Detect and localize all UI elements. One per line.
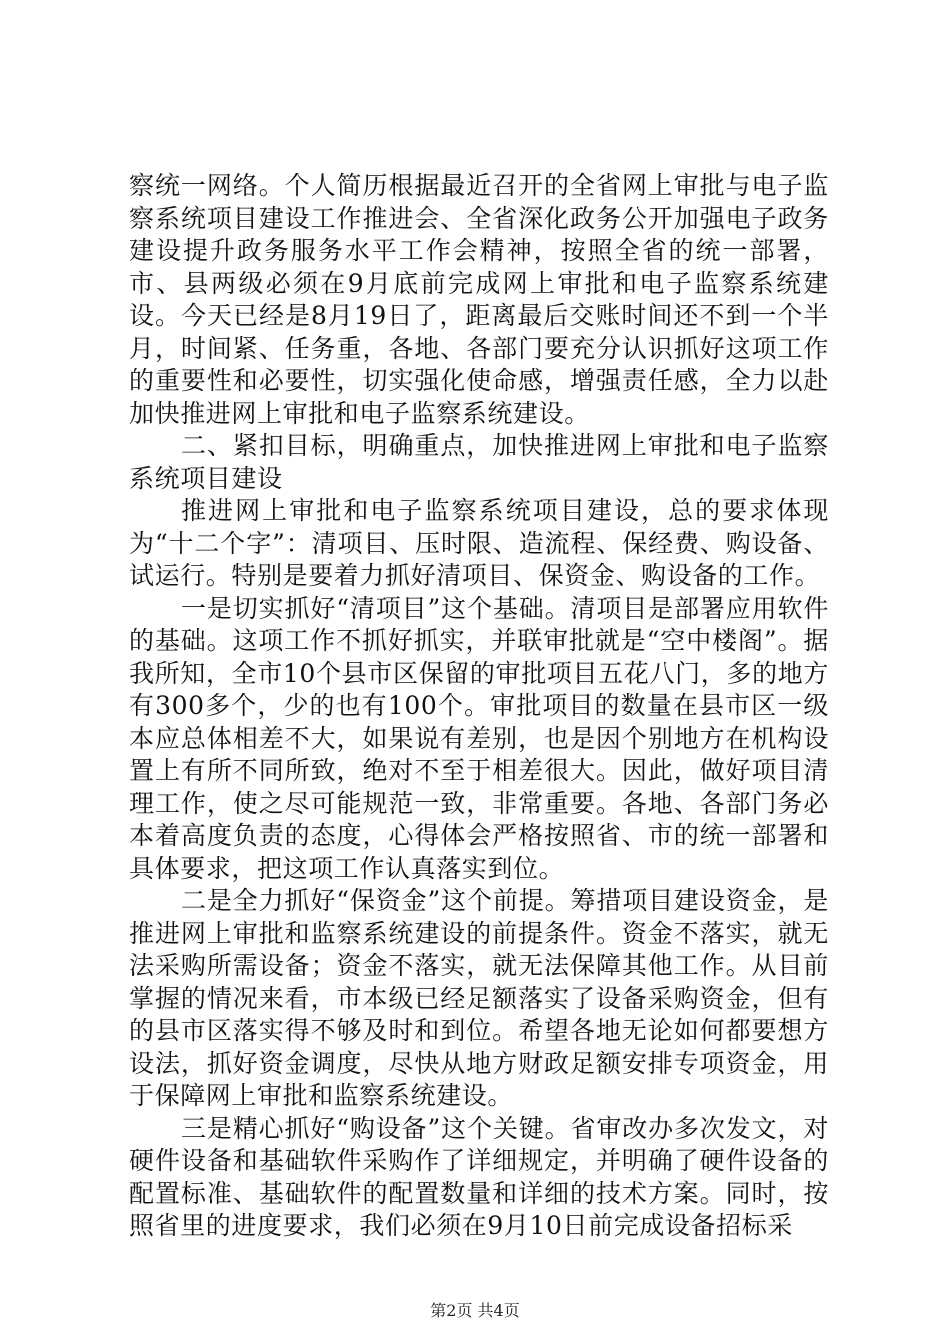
paragraph-4: 一是切实抓好“清项目”这个基础。清项目是部署应用软件的基础。这项工作不抓好抓实，并联审批就是“空中楼阁”。据我所知，全市10个县市区保留的审批项目五花八门，多的地方有300多个，少的也有100个。审批项目的数量在县市区一级本应总体相差不大，如果说有差别，也是因个别地方在机构设置上有所不同所致，绝对不至于相差很大。因此，做好项目清理工作，使之尽可能规范一致，非常重要。各地、各部门务必本着高度负责的态度，心得体会严格按照省、市的统一部署和具体要求，把这项工作认真落实到位。 [129, 593, 829, 883]
section-heading-2: 二、紧扣目标，明确重点，加快推进网上审批和电子监察系统项目建设 [129, 431, 829, 493]
body-text [129, 170, 829, 1243]
page-footer: 第2页 共4页 [430, 1301, 520, 1320]
paragraph-6: 三是精心抓好“购设备”这个关键。省审改办多次发文，对硬件设备和基础软件采购作了详细规定，并明确了硬件设备的配置标准、基础软件的配置数量和详细的技术方案。同时，按照省里的进度要求，我们必须在9月10日前完成设备招标采 [129, 1113, 829, 1240]
paragraph-3: 推进网上审批和电子监察系统项目建设，总的要求体现为“十二个字”：清项目、压时限、造流程、保经费、购设备、试运行。特别是要着力抓好清项目、保资金、购设备的工作。 [129, 496, 829, 590]
paragraph-5: 二是全力抓好“保资金”这个前提。筹措项目建设资金，是推进网上审批和监察系统建设的前提条件。资金不落实，就无法采购所需设备；资金不落实，就无法保障其他工作。从目前掌握的情况来看，市本级已经足额落实了设备采购资金，但有的县市区落实得不够及时和到位。希望各地无论如何都要想方设法，抓好资金调度，尽快从地方财政足额安排专项资金，用于保障网上审批和监察系统建设。 [129, 886, 829, 1110]
paragraph-1: 察统一网络。个人简历根据最近召开的全省网上审批与电子监察系统项目建设工作推进会、全省深化政务公开加强电子政务建设提升政务服务水平工作会精神，按照全省的统一部署，市、县两级必须在9月底前完成网上审批和电子监察系统建设。今天已经是8月19日了，距离最后交账时间还不到一个半月，时间紧、任务重，各地、各部门要充分认识抓好这项工作的重要性和必要性，切实强化使命感，增强责任感，全力以赴加快推进网上审批和电子监察系统建设。 [129, 171, 829, 428]
